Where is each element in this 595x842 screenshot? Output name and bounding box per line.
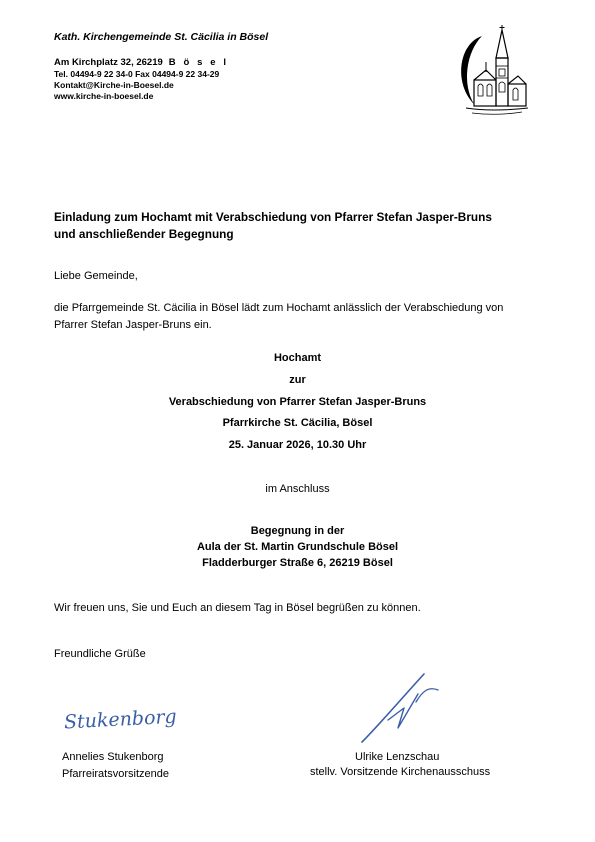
regards: Freundliche Grüße (54, 648, 146, 660)
signer-left-name: Annelies Stukenborg (62, 751, 164, 763)
meeting-line-1: Begegnung in der (250, 525, 345, 537)
afterwards-text: im Anschluss (265, 483, 330, 495)
church-logo-icon (452, 22, 532, 120)
signature-stukenborg (62, 700, 178, 740)
contact-email: Kontakt@Kirche-in-Boesel.de (54, 80, 174, 90)
event-occasion: Verabschiedung von Pfarrer Stefan Jasper-Bruns (168, 396, 427, 408)
signature-handwriting: Stukenborg (63, 705, 178, 734)
event-zur: zur (289, 374, 306, 386)
greeting: Liebe Gemeinde, (54, 270, 138, 282)
signer-left-role: Pfarreiratsvorsitzende (62, 768, 169, 780)
intro-paragraph (54, 300, 554, 334)
signer-right-name: Ulrike Lenzschau (355, 751, 440, 763)
event-datetime: 25. Januar 2026, 10.30 Uhr (228, 439, 367, 451)
intro-line-2: Pfarrer Stefan Jasper-Bruns ein. (54, 319, 212, 331)
address-street: Am Kirchplatz 32, 26219 (54, 57, 163, 68)
address-line (54, 57, 229, 68)
event-location: Pfarrkirche St. Cäcilia, Bösel (222, 417, 373, 429)
address-city: B ö s e l (168, 57, 229, 68)
phone-fax: Tel. 04494-9 22 34-0 Fax 04494-9 22 34-29 (54, 69, 220, 79)
website: www.kirche-in-boesel.de (54, 91, 154, 101)
intro-line-1: die Pfarrgemeinde St. Cäcilia in Bösel lädt zum Hochamt anlässlich der Verabschiedung von (54, 302, 504, 314)
signature-lenzschau (358, 670, 448, 750)
subject-line-2: und anschließender Begegnung (54, 227, 234, 241)
event-title: Hochamt (273, 352, 322, 364)
meeting-venue: Aula der St. Martin Grundschule Bösel (196, 541, 399, 553)
letter-subject (54, 209, 554, 243)
meeting-address: Fladderburger Straße 6, 26219 Bösel (202, 557, 393, 569)
signer-right-role: stellv. Vorsitzende Kirchenausschuss (310, 766, 491, 778)
parish-name: Kath. Kirchengemeinde St. Cäcilia in Bösel (54, 31, 269, 43)
closing-text: Wir freuen uns, Sie und Euch an diesem Tag in Bösel begrüßen zu können. (54, 602, 421, 614)
subject-line-1: Einladung zum Hochamt mit Verabschiedung von Pfarrer Stefan Jasper-Bruns (54, 210, 492, 224)
